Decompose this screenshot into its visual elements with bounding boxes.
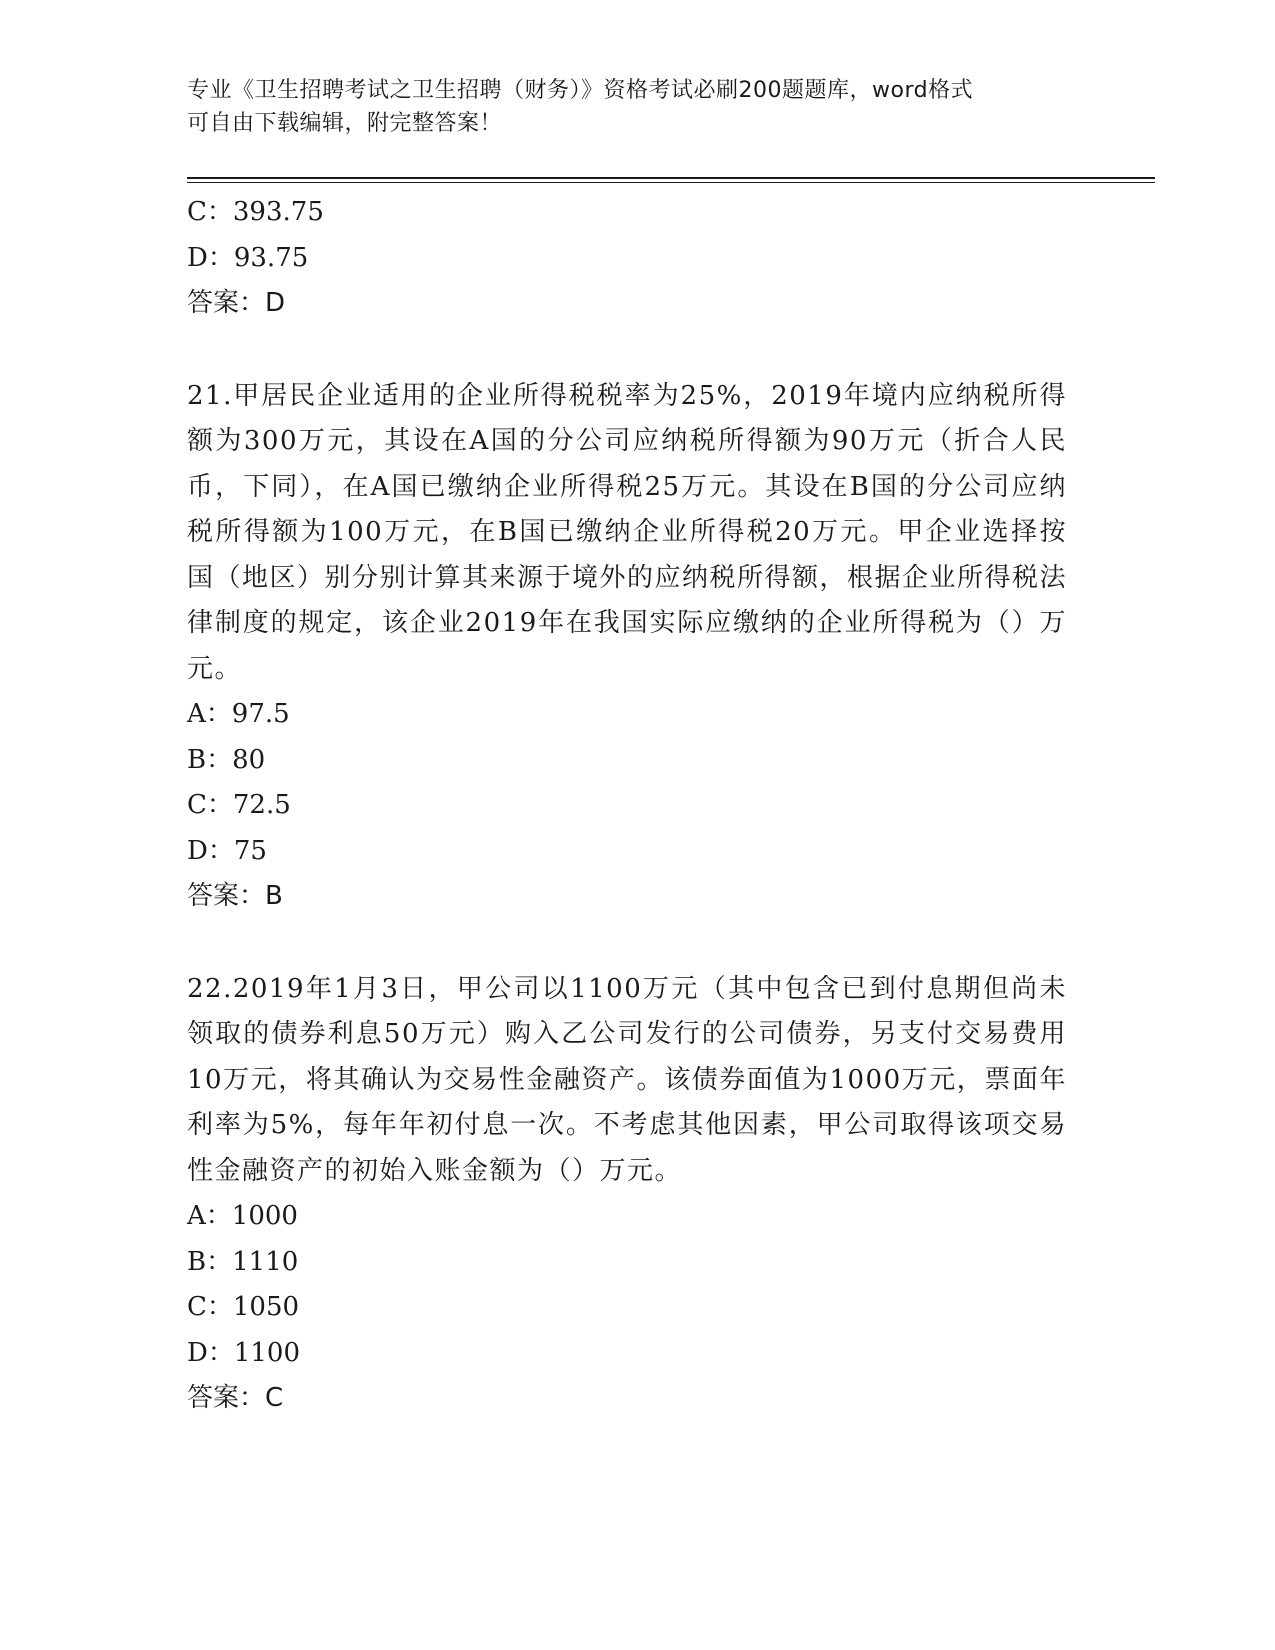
question-22: [187, 965, 1067, 1422]
option-d: D：93.75: [187, 242, 309, 273]
answer-line: 答案：C: [187, 1383, 284, 1413]
question-content: [187, 190, 1067, 1422]
prev-question-block: [187, 190, 1067, 327]
answer-line: 答案：D: [187, 288, 286, 318]
question-text: 21.甲居民企业适用的企业所得税税率为25%，2019年境内应纳税所得额为300万元，其设在A国的分公司应纳税所得额为90万元（折合人民币，下同），在A国已缴纳企业所得税25万元。其设在B国的分公司应纳税所得额为100万元，在B国已缴纳企业所得税20万元。甲企业选择按国（地区）别分别计算其来源于境外的应纳税所得额，根据企业所得税法律制度的规定，该企业2019年在我国实际应缴纳的企业所得税为（）万元。: [187, 380, 1068, 684]
question-21: [187, 372, 1067, 920]
header-line-2: 可自由下载编辑，附完整答案！: [187, 111, 503, 136]
question-spacer: [187, 327, 1067, 372]
option-d: D：75: [187, 835, 267, 866]
header-divider-thin: [187, 182, 1155, 183]
option-c: C：393.75: [187, 197, 324, 227]
option-a: A：97.5: [187, 699, 290, 729]
question-spacer: [187, 920, 1067, 965]
option-c: C：1050: [187, 1292, 300, 1322]
answer-line: 答案：B: [187, 881, 283, 911]
option-d: D：1100: [187, 1337, 301, 1368]
option-a: A：1000: [187, 1201, 298, 1231]
option-b: B：1110: [187, 1246, 299, 1277]
option-b: B：80: [187, 744, 266, 775]
question-text: 22.2019年1月3日，甲公司以1100万元（其中包含已到付息期但尚未领取的债券利息50万元）购入乙公司发行的公司债券，另支付交易费用10万元，将其确认为交易性金融资产。该债券面值为1000万元，票面年利率为5%，每年年初付息一次。不考虑其他因素，甲公司取得该项交易性金融资产的初始入账金额为（）万元。: [187, 973, 1067, 1186]
option-c: C：72.5: [187, 790, 291, 820]
document-header: [187, 74, 1067, 140]
header-line-1: 专业《卫生招聘考试之卫生招聘（财务）》资格考试必刷200题题库，word格式: [187, 78, 974, 103]
header-divider-thick: [187, 177, 1155, 179]
